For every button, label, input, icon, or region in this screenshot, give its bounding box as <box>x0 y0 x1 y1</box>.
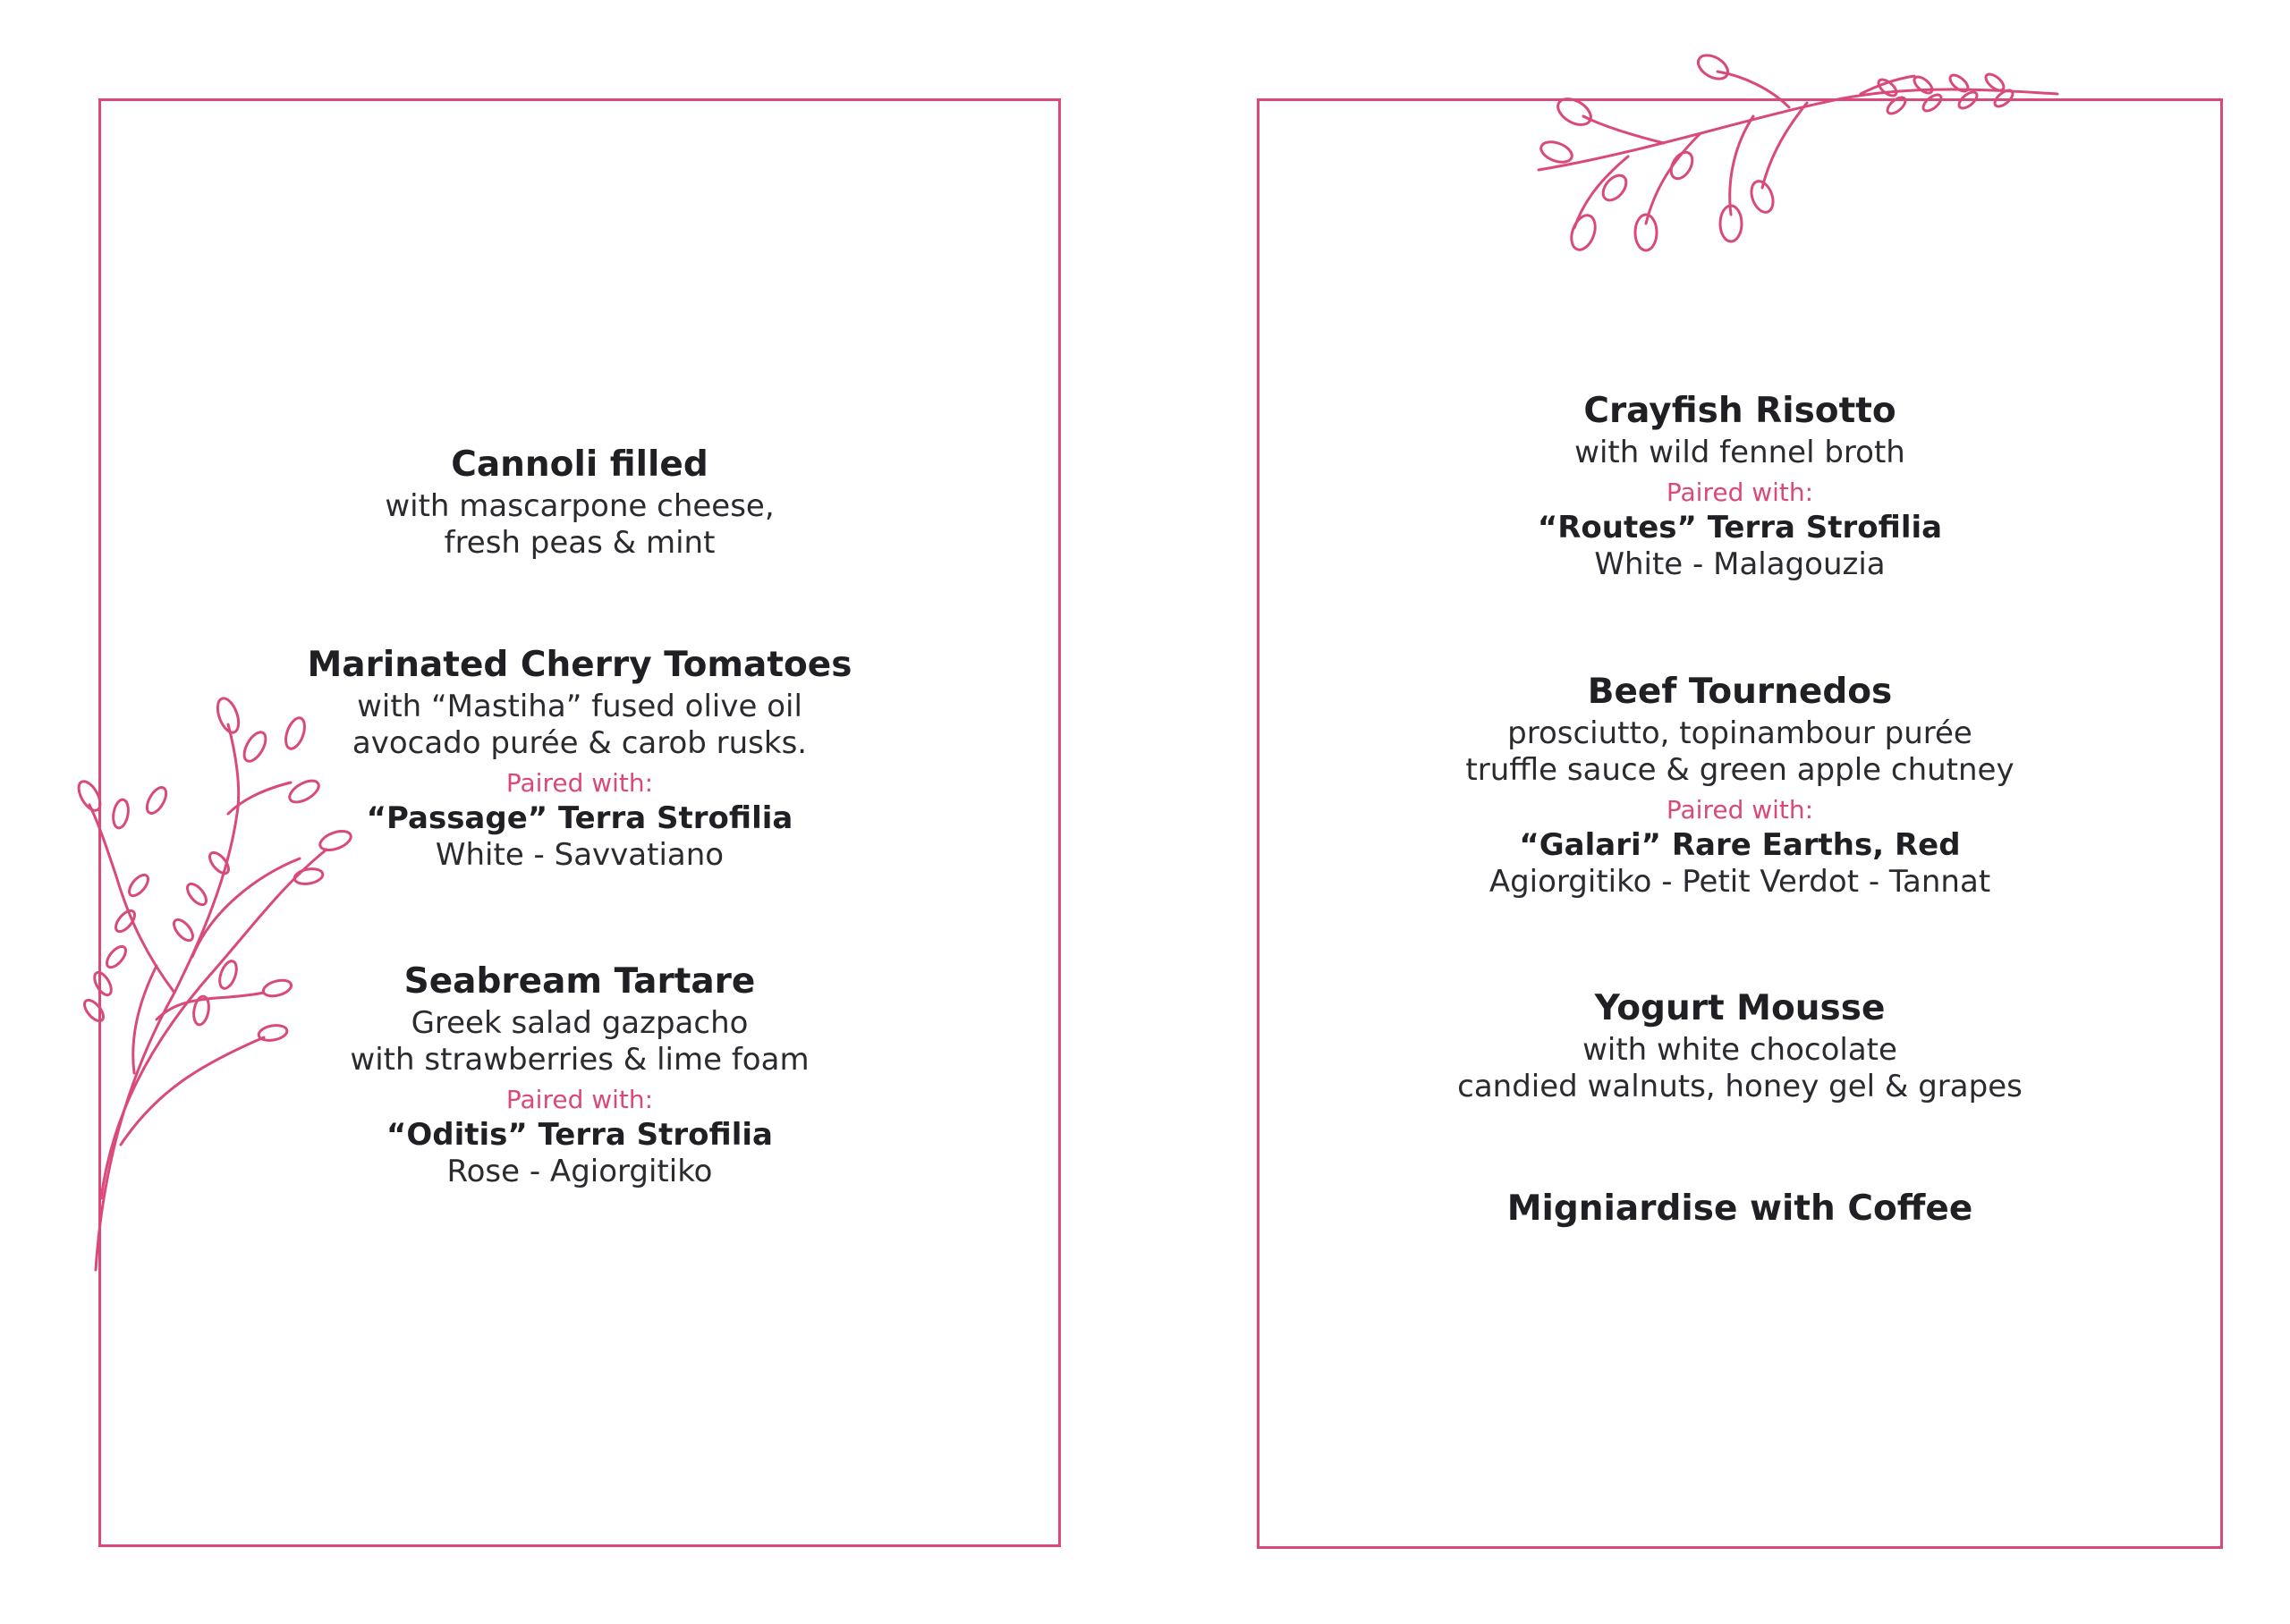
paired-with-label: Paired with: <box>1666 795 1814 825</box>
course-yogurt-mousse <box>1257 985 2223 1105</box>
dish-title: Crayfish Risotto <box>1583 391 1896 431</box>
paired-with-label: Paired with: <box>505 768 654 798</box>
dish-description: Greek salad gazpacho <box>411 1005 749 1041</box>
course-migniardise <box>1257 1186 2223 1232</box>
dish-description: candied walnuts, honey gel & grapes <box>1457 1069 2023 1104</box>
course-cannoli <box>98 442 1061 562</box>
dish-title: Yogurt Mousse <box>1594 988 1886 1028</box>
dish-description: truffle sauce & green apple chutney <box>1465 752 2014 788</box>
dish-description: avocado purée & carob rusks. <box>352 725 808 761</box>
floral-branch-icon <box>1521 54 2093 250</box>
dish-title: Cannoli filled <box>451 444 708 485</box>
wine-variety: White - Savvatiano <box>435 837 725 873</box>
dish-description: with wild fennel broth <box>1574 435 1905 470</box>
wine-variety: Rose - Agiorgitiko <box>446 1154 713 1189</box>
course-crayfish-risotto <box>1257 388 2223 583</box>
dish-description: with mascarpone cheese, <box>385 488 775 524</box>
wine-name: “Oditis” Terra Strofilia <box>386 1117 773 1153</box>
paired-with-label: Paired with: <box>505 1085 654 1114</box>
dish-description: with white chocolate <box>1582 1032 1897 1068</box>
course-cherry-tomatoes <box>98 642 1061 874</box>
wine-variety: Agiorgitiko - Petit Verdot - Tannat <box>1488 864 1991 900</box>
wine-variety: White - Malagouzia <box>1594 546 1886 582</box>
paired-with-label: Paired with: <box>1666 478 1814 507</box>
dish-description: fresh peas & mint <box>444 525 716 561</box>
dish-title: Beef Tournedos <box>1587 672 1893 712</box>
wine-name: “Galari” Rare Earths, Red <box>1519 827 1961 863</box>
wine-name: “Routes” Terra Strofilia <box>1537 510 1943 546</box>
dish-description: prosciutto, topinambour purée <box>1507 715 1972 751</box>
wine-name: “Passage” Terra Strofilia <box>366 800 793 836</box>
dish-description: with “Mastiha” fused olive oil <box>357 689 802 724</box>
dish-title: Seabream Tartare <box>403 961 756 1002</box>
course-seabream-tartare <box>98 959 1061 1190</box>
dish-title: Marinated Cherry Tomatoes <box>307 645 852 685</box>
course-beef-tournedos <box>1257 669 2223 901</box>
dish-title: Migniardise with Coffee <box>1506 1188 1973 1229</box>
dish-description: with strawberries & lime foam <box>350 1042 810 1078</box>
